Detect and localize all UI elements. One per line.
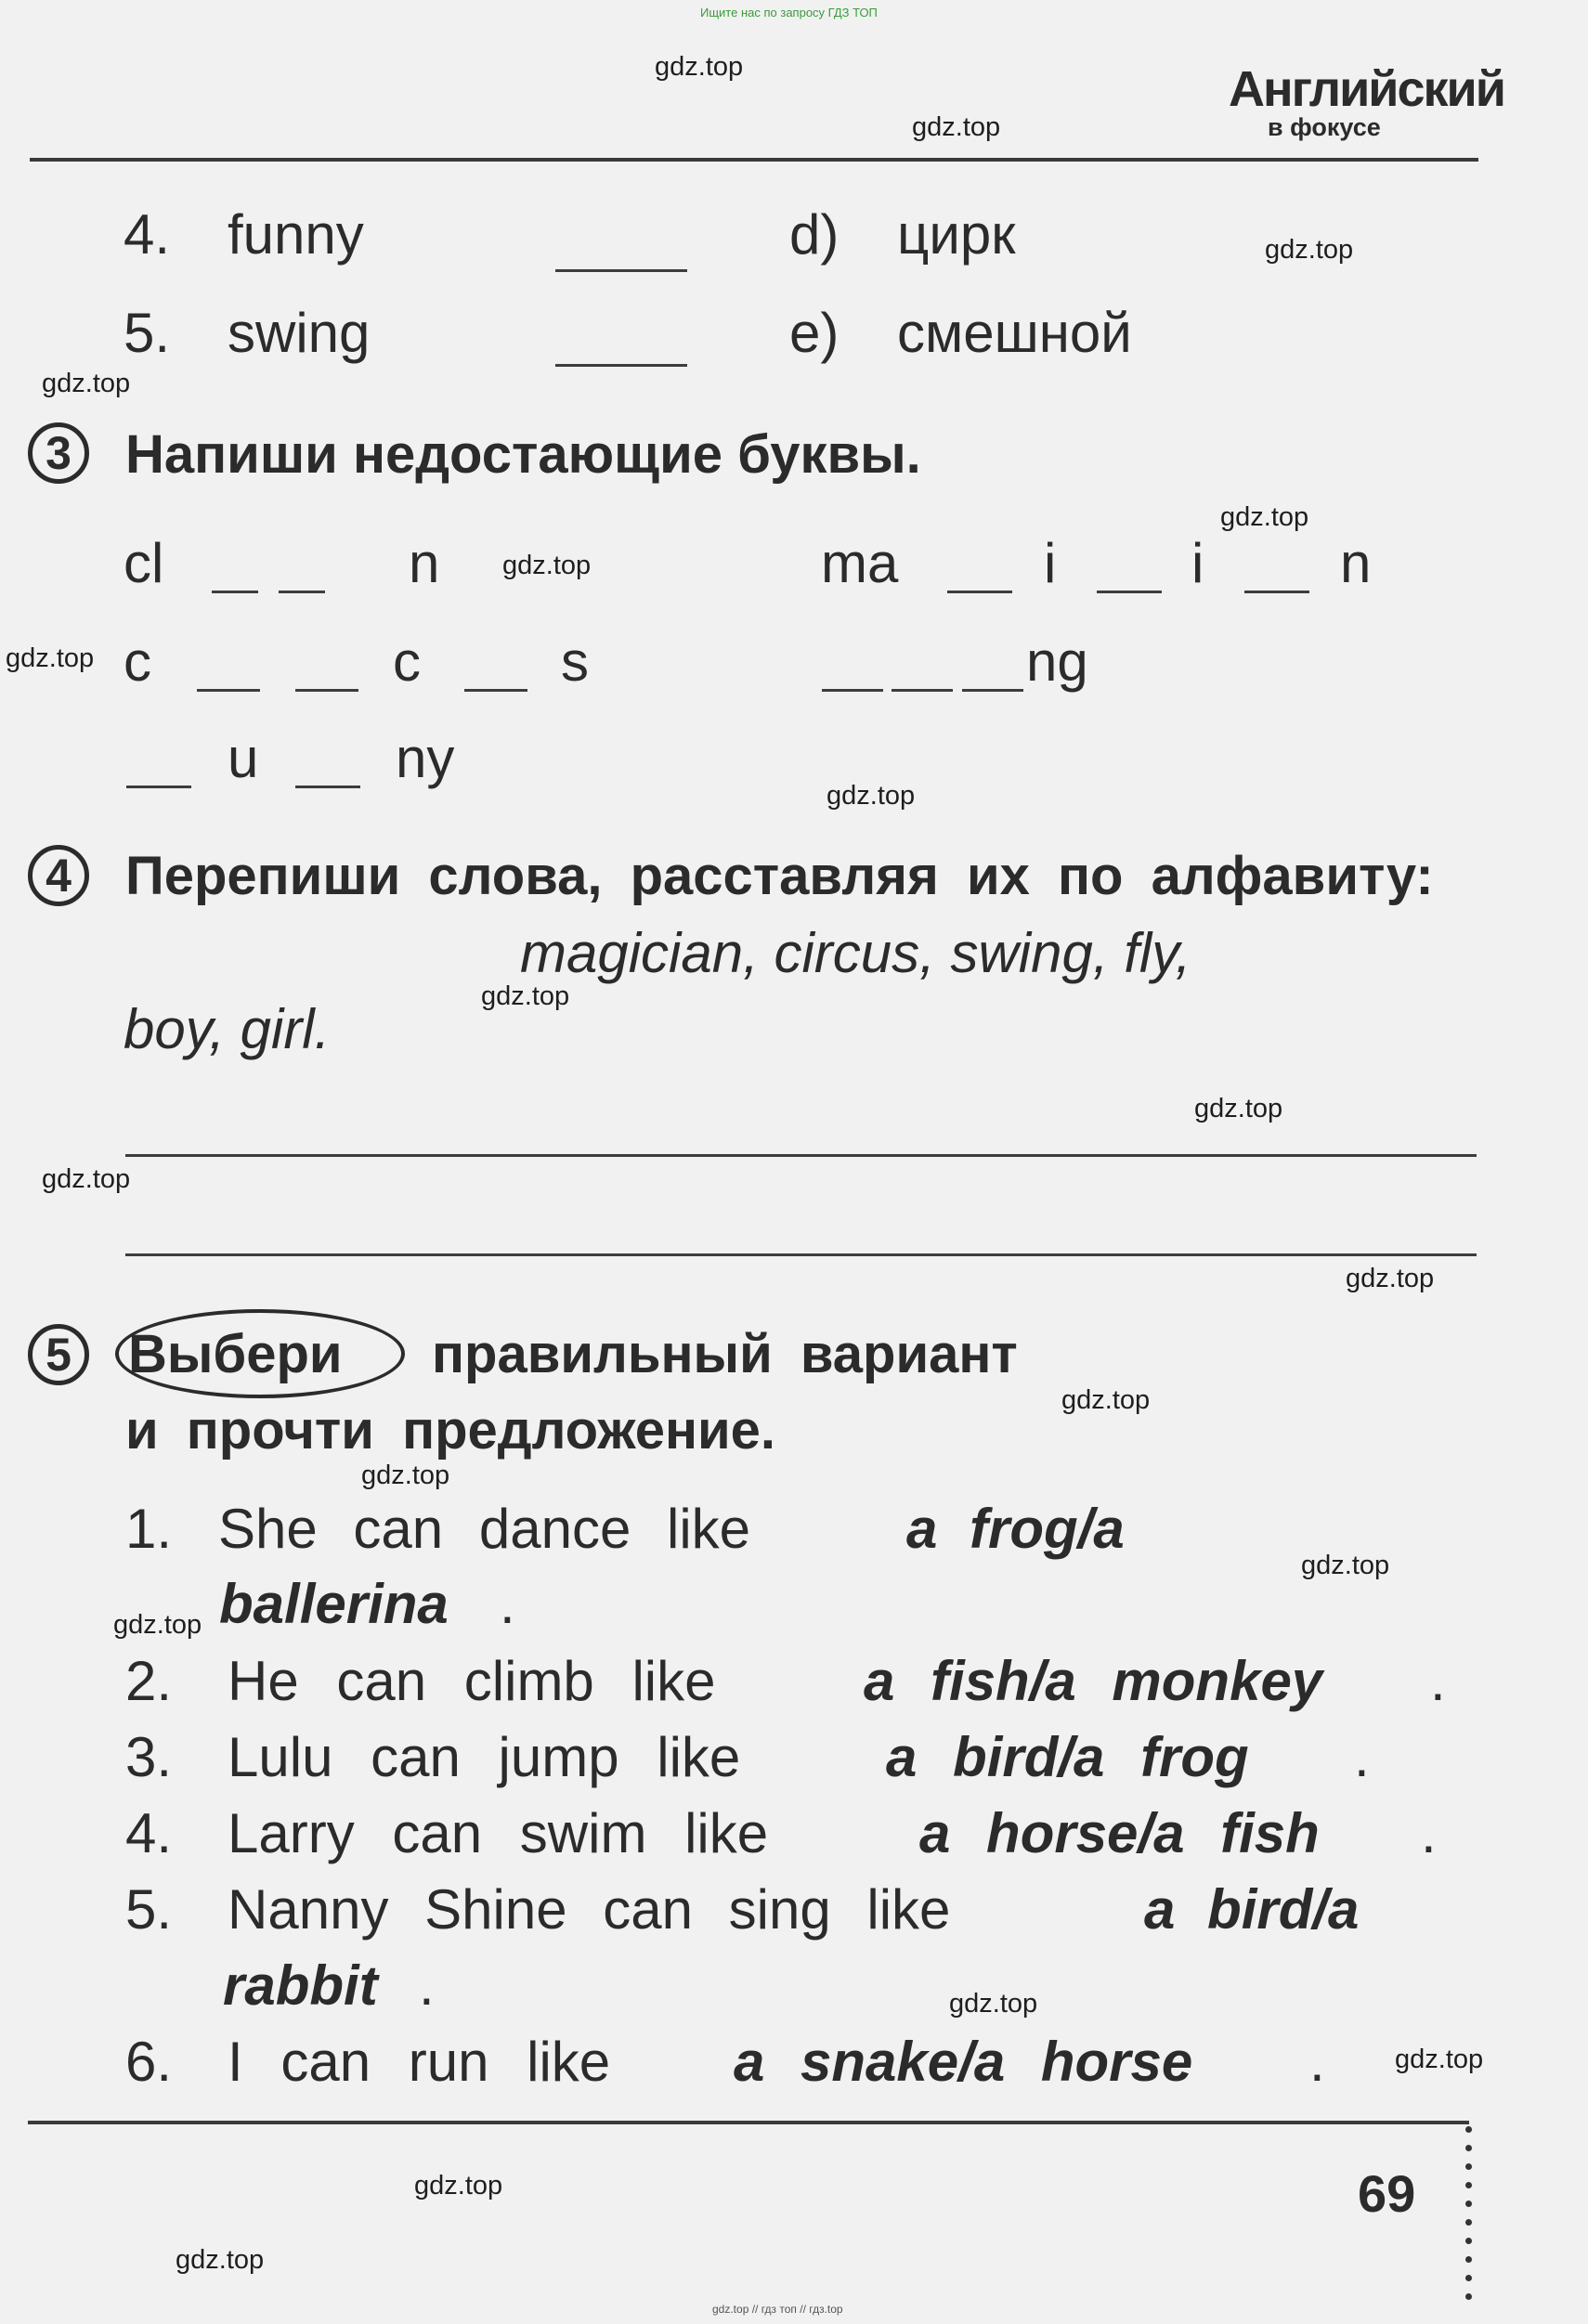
sentence-number: 1.: [125, 1498, 173, 1560]
ex2-row-letter: e): [789, 302, 840, 364]
exercise-3-title: Напиши недостающие буквы.: [125, 424, 921, 485]
sentence-text: I can run like: [228, 2031, 611, 2093]
top-banner: Ищите нас по запросу ГДЗ ТОП: [700, 6, 878, 19]
exercise-4-title: Перепиши слова, расставляя их по алфавиту:: [125, 846, 1434, 906]
word-fragment: c: [124, 630, 151, 693]
word-fragment: u: [228, 727, 259, 789]
word-fragment: i: [1191, 532, 1204, 594]
watermark: gdz.top: [1061, 1385, 1151, 1415]
sentence-options[interactable]: a fish/a monkey: [864, 1650, 1323, 1712]
writing-line[interactable]: [125, 1154, 1477, 1157]
letter-blank[interactable]: [892, 689, 953, 692]
sentence-number: 3.: [125, 1726, 173, 1788]
word-fragment: i: [1044, 532, 1057, 594]
exercise-4-words-cont: boy, girl.: [124, 998, 331, 1060]
logo-subtitle: в фокусе: [1268, 113, 1381, 141]
letter-blank[interactable]: [212, 591, 258, 593]
letter-blank[interactable]: [279, 591, 325, 593]
header-rule: [30, 158, 1478, 162]
letter-blank[interactable]: [947, 591, 1012, 593]
letter-blank[interactable]: [197, 689, 260, 692]
dotted-edge: [1465, 2126, 1473, 2312]
answer-blank[interactable]: [555, 364, 687, 367]
exercise-5-title-cont: и прочти предложение.: [125, 1400, 776, 1461]
watermark: gdz.top: [502, 551, 592, 580]
word-fragment: n: [1340, 532, 1372, 594]
sentence-number: 4.: [125, 1802, 173, 1864]
ex2-row-word: funny: [228, 203, 364, 266]
sentence-options-cont[interactable]: rabbit: [223, 1954, 378, 2017]
exercise-5-title: правильный вариант: [432, 1324, 1018, 1384]
word-fragment: ma: [821, 532, 899, 594]
ex2-row-num: 5.: [124, 302, 171, 364]
sentence-end: .: [419, 1954, 435, 2017]
sentence-options[interactable]: a snake/a horse: [734, 2031, 1193, 2093]
watermark: gdz.top: [414, 2171, 503, 2201]
sentence-options[interactable]: a bird/a frog: [886, 1726, 1249, 1788]
word-fragment: ng: [1026, 630, 1088, 693]
watermark: gdz.top: [176, 2245, 265, 2275]
sentence-number: 2.: [125, 1650, 173, 1712]
sentence-options[interactable]: a bird/a: [1144, 1878, 1360, 1941]
exercise-5-circled-word: Выбери: [128, 1324, 343, 1384]
letter-blank[interactable]: [1097, 591, 1162, 593]
watermark: gdz.top: [1194, 1094, 1283, 1123]
watermark: gdz.top: [912, 112, 1001, 142]
watermark: gdz.top: [1265, 235, 1354, 265]
letter-blank[interactable]: [1244, 591, 1309, 593]
exercise-number-5: 5: [28, 1324, 89, 1385]
logo-title: Английский: [1229, 61, 1504, 117]
sentence-text: Larry can swim like: [228, 1802, 769, 1864]
letter-blank[interactable]: [295, 785, 360, 788]
sentence-end: .: [1354, 1726, 1370, 1788]
sentence-text: Lulu can jump like: [228, 1726, 741, 1788]
exercise-number-4: 4: [28, 845, 89, 906]
sentence-options[interactable]: a horse/a fish: [919, 1802, 1320, 1864]
footer-rule: [28, 2121, 1469, 2124]
watermark: gdz.top: [1346, 1264, 1435, 1293]
sentence-end: .: [1421, 1802, 1437, 1864]
ex2-row-word: swing: [228, 302, 371, 364]
letter-blank[interactable]: [126, 785, 191, 788]
sentence-text: She can dance like: [218, 1498, 751, 1560]
watermark: gdz.top: [1220, 502, 1309, 532]
ex2-row-translation: смешной: [897, 302, 1132, 364]
watermark: gdz.top: [361, 1461, 450, 1490]
word-fragment: ny: [396, 727, 455, 789]
watermark: gdz.top: [481, 981, 570, 1011]
exercise-4-words: magician, circus, swing, fly,: [520, 922, 1191, 984]
ex2-row-letter: d): [789, 203, 840, 266]
watermark: gdz.top: [42, 1164, 131, 1194]
page-number: 69: [1358, 2164, 1416, 2223]
word-fragment: s: [561, 630, 589, 693]
writing-line[interactable]: [125, 1253, 1477, 1256]
sentence-options[interactable]: a frog/a: [906, 1498, 1125, 1560]
watermark: gdz.top: [655, 52, 744, 82]
sentence-text: Nanny Shine can sing like: [228, 1878, 951, 1941]
watermark: gdz.top: [6, 643, 95, 673]
ex2-row-num: 4.: [124, 203, 171, 266]
exercise-number-3: 3: [28, 422, 89, 484]
watermark: gdz.top: [113, 1610, 202, 1640]
letter-blank[interactable]: [464, 689, 527, 692]
watermark: gdz.top: [1395, 2045, 1484, 2074]
sentence-end: .: [1309, 2031, 1325, 2093]
word-fragment: n: [409, 532, 440, 594]
sentence-text: He can climb like: [228, 1650, 716, 1712]
sentence-options-cont[interactable]: ballerina: [219, 1573, 449, 1635]
letter-blank[interactable]: [295, 689, 358, 692]
watermark: gdz.top: [827, 781, 916, 811]
ex2-row-translation: цирк: [897, 203, 1016, 266]
sentence-number: 6.: [125, 2031, 173, 2093]
footer-banner: gdz.top // гдз топ // гдз.top: [712, 2303, 843, 2316]
word-fragment: c: [393, 630, 421, 693]
watermark: gdz.top: [949, 1989, 1038, 2019]
answer-blank[interactable]: [555, 269, 687, 272]
watermark: gdz.top: [42, 369, 131, 398]
word-fragment: cl: [124, 532, 164, 594]
watermark: gdz.top: [1301, 1551, 1390, 1580]
sentence-end: .: [1430, 1650, 1446, 1712]
letter-blank[interactable]: [822, 689, 883, 692]
sentence-number: 5.: [125, 1878, 173, 1941]
letter-blank[interactable]: [962, 689, 1023, 692]
sentence-end: .: [500, 1573, 515, 1635]
